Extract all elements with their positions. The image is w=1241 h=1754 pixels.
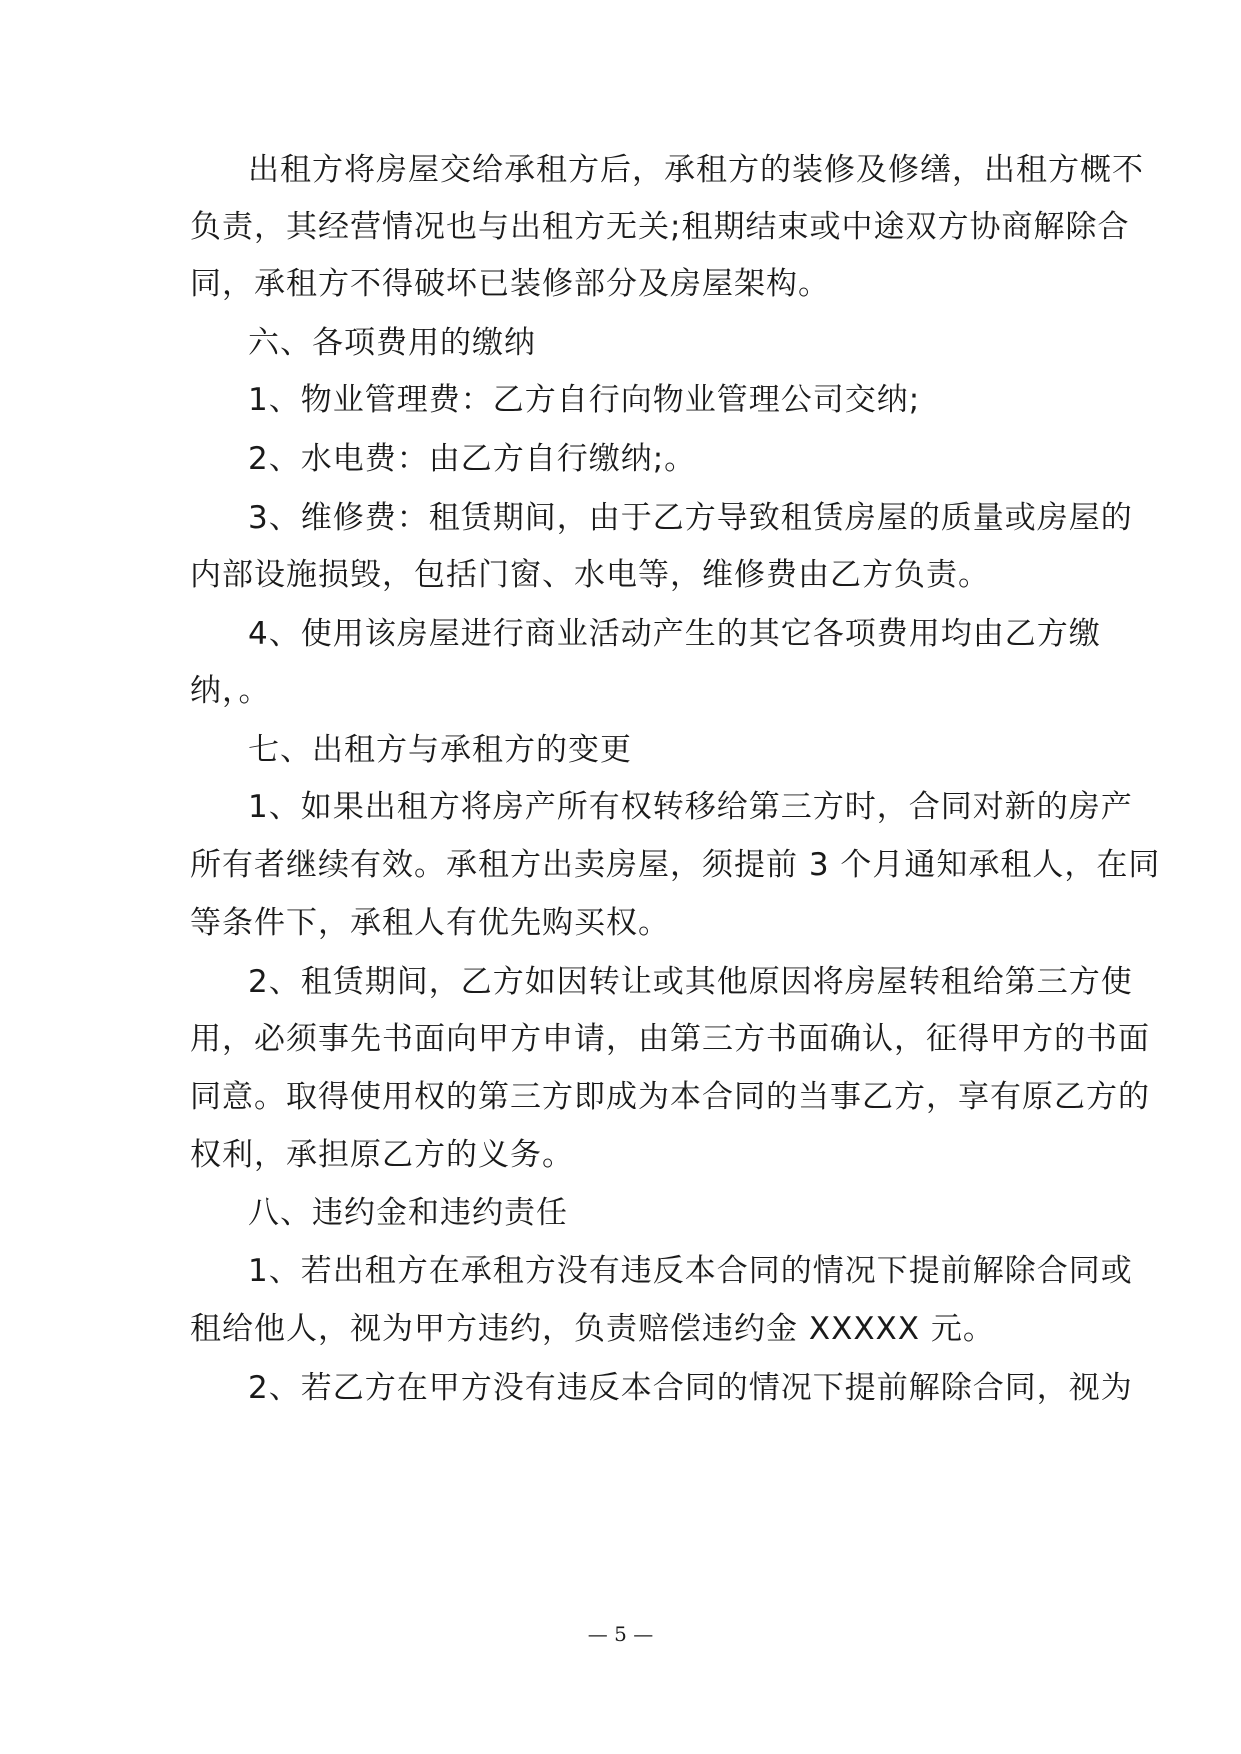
paragraph-line: 所有者继续有效。承租方出卖房屋，须提前 3 个月通知承租人，在同 bbox=[190, 847, 1161, 883]
paragraph-line: 等条件下，承租人有优先购买权。 bbox=[190, 905, 670, 941]
paragraph-line: 1、如果出租方将房产所有权转移给第三方时，合同对新的房产 bbox=[248, 789, 1133, 825]
section-heading: 六、各项费用的缴纳 bbox=[248, 325, 536, 361]
paragraph-line: 1、物业管理费：乙方自行向物业管理公司交纳; bbox=[248, 382, 921, 418]
section-heading: 七、出租方与承租方的变更 bbox=[248, 732, 632, 768]
page-number: — 5 — bbox=[587, 1622, 654, 1646]
paragraph-line: 纳，。 bbox=[190, 673, 271, 709]
paragraph-line: 4、使用该房屋进行商业活动产生的其它各项费用均由乙方缴 bbox=[248, 616, 1101, 652]
paragraph-line: 租给他人，视为甲方违约，负责赔偿违约金 XXXXX 元。 bbox=[190, 1311, 995, 1347]
section-heading: 八、违约金和违约责任 bbox=[248, 1195, 568, 1231]
paragraph-line: 2、若乙方在甲方没有违反本合同的情况下提前解除合同，视为 bbox=[248, 1370, 1133, 1406]
paragraph-line: 2、水电费：由乙方自行缴纳;。 bbox=[248, 441, 697, 477]
paragraph-line: 2、租赁期间，乙方如因转让或其他原因将房屋转租给第三方使 bbox=[248, 964, 1133, 1000]
paragraph-line: 内部设施损毁，包括门窗、水电等，维修费由乙方负责。 bbox=[190, 557, 990, 593]
paragraph-line: 权利，承担原乙方的义务。 bbox=[190, 1137, 574, 1173]
paragraph-line: 负责，其经营情况也与出租方无关;租期结束或中途双方协商解除合 bbox=[190, 209, 1130, 245]
paragraph-line: 1、若出租方在承租方没有违反本合同的情况下提前解除合同或 bbox=[248, 1253, 1133, 1289]
paragraph-line: 3、维修费：租赁期间，由于乙方导致租赁房屋的质量或房屋的 bbox=[248, 500, 1133, 536]
paragraph-line: 同意。取得使用权的第三方即成为本合同的当事乙方，享有原乙方的 bbox=[190, 1079, 1150, 1115]
paragraph-line: 出租方将房屋交给承租方后，承租方的装修及修缮，出租方概不 bbox=[248, 152, 1144, 188]
paragraph-line: 同，承租方不得破坏已装修部分及房屋架构。 bbox=[190, 266, 830, 302]
paragraph-line: 用，必须事先书面向甲方申请，由第三方书面确认，征得甲方的书面 bbox=[190, 1021, 1150, 1057]
